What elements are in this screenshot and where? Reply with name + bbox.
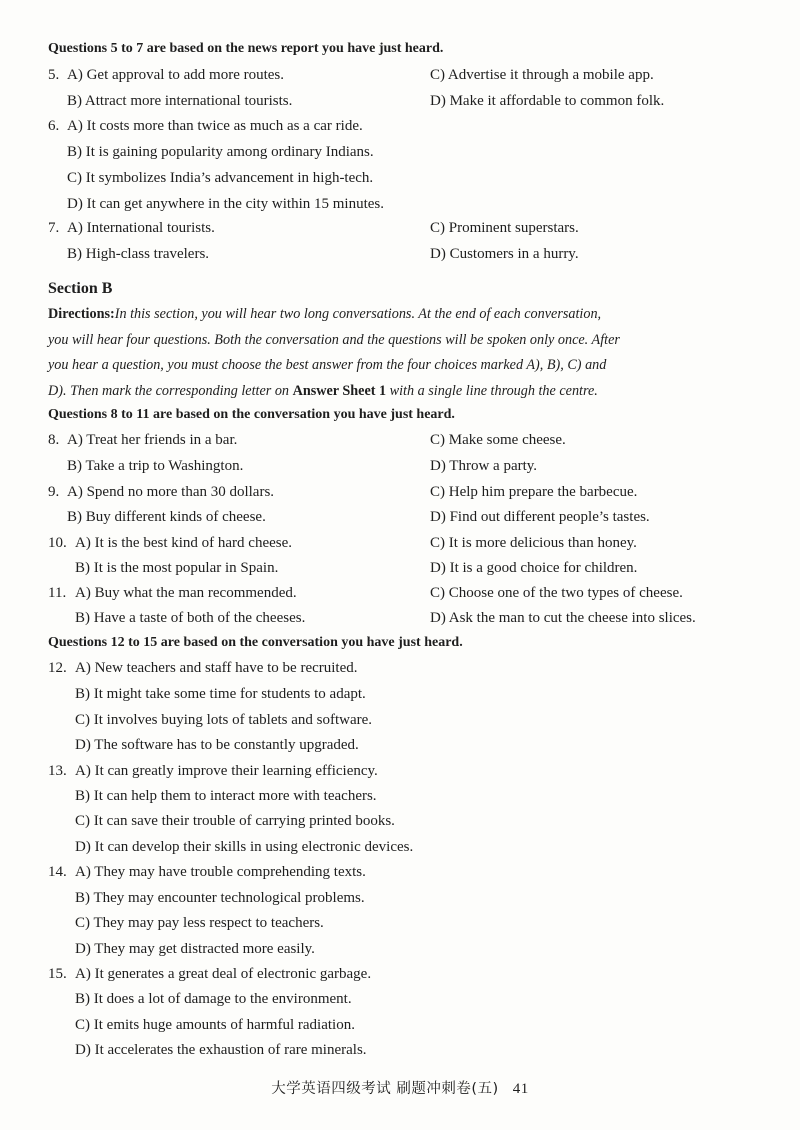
option-b: B) Buy different kinds of cheese. (67, 509, 266, 525)
question-9 (0, 479, 800, 505)
section-title: Section B (48, 280, 113, 297)
option-c: C) It can save their trouble of carrying printed books. (75, 813, 395, 829)
directions-line (48, 378, 760, 404)
option-b: B) Have a taste of both of the cheeses. (75, 610, 306, 626)
option-c: C) Help him prepare the barbecue. (430, 484, 638, 500)
question-number: 10. (48, 535, 67, 551)
option-d: D) The software has to be constantly upgraded. (75, 737, 359, 753)
question-11 (0, 580, 800, 606)
question-8 (0, 427, 800, 453)
question-10 (0, 530, 800, 556)
question-15-row (0, 986, 800, 1012)
option-c: C) Prominent superstars. (430, 220, 579, 236)
question-number: 8. (48, 432, 60, 448)
directions-line: you hear a question, you must choose the best answer from the four choices marked A), B), C) and (48, 357, 607, 373)
option-d: D) Make it affordable to common folk. (430, 93, 665, 109)
question-number: 12. (48, 660, 67, 676)
question-7 (0, 215, 800, 241)
option-a: A) They may have trouble comprehending texts. (75, 864, 366, 880)
question-number: 6. (48, 118, 60, 134)
question-10-row2 (0, 555, 800, 581)
question-number: 5. (48, 67, 60, 83)
option-a: A) New teachers and staff have to be recruited. (75, 660, 358, 676)
option-d: D) Throw a party. (430, 458, 538, 474)
option-a: A) It can greatly improve their learning efficiency. (75, 763, 378, 779)
question-5-row2 (0, 88, 800, 114)
option-c: C) Advertise it through a mobile app. (430, 67, 654, 83)
question-13-row (0, 808, 800, 834)
option-a: A) Treat her friends in a bar. (67, 432, 238, 448)
question-5 (0, 62, 800, 88)
question-8-row2 (0, 453, 800, 479)
option-b: B) It is the most popular in Spain. (75, 560, 279, 576)
option-c: C) It emits huge amounts of harmful radiation. (75, 1017, 355, 1033)
option-d: D) It can get anywhere in the city within 15 minutes. (67, 196, 384, 212)
directions-text: with a single line through the centre. (386, 383, 598, 399)
question-12-row (0, 681, 800, 707)
option-b: B) Take a trip to Washington. (67, 458, 244, 474)
option-b: B) Attract more international tourists. (67, 93, 293, 109)
option-d: D) Customers in a hurry. (430, 246, 579, 262)
question-15 (0, 961, 800, 987)
question-13 (0, 758, 800, 784)
option-a: A) Buy what the man recommended. (75, 585, 297, 601)
option-c: C) They may pay less respect to teachers. (75, 915, 324, 931)
option-a: A) It generates a great deal of electronic garbage. (75, 966, 372, 982)
question-number: 14. (48, 864, 67, 880)
question-7-row2 (0, 241, 800, 267)
page-number: 41 (512, 1081, 529, 1097)
question-12-row (0, 732, 800, 758)
question-6-row (0, 139, 800, 165)
question-6-row (0, 165, 800, 191)
question-14-row (0, 910, 800, 936)
option-d: D) Find out different people’s tastes. (430, 509, 650, 525)
question-number: 9. (48, 484, 60, 500)
directions-text: D). Then mark the corresponding letter on (48, 383, 293, 399)
question-6 (0, 113, 800, 139)
question-15-row (0, 1012, 800, 1038)
directions-line (48, 301, 760, 327)
directions-label: Directions: (48, 306, 115, 322)
question-group-heading: Questions 12 to 15 are based on the conversation you have just heard. (48, 635, 463, 650)
question-12 (0, 655, 800, 681)
option-b: B) It can help them to interact more with teachers. (75, 788, 377, 804)
directions-line: you will hear four questions. Both the conversation and the questions will be spoken only once. After (48, 332, 620, 348)
option-c: C) It symbolizes India’s advancement in high-tech. (67, 170, 374, 186)
option-c: C) Make some cheese. (430, 432, 566, 448)
option-c: C) It involves buying lots of tablets and software. (75, 712, 373, 728)
question-number: 7. (48, 220, 60, 236)
question-group-heading: Questions 8 to 11 are based on the conversation you have just heard. (48, 407, 455, 422)
answer-sheet-label: Answer Sheet 1 (292, 383, 387, 399)
option-b: B) It does a lot of damage to the environment. (75, 991, 352, 1007)
option-a: A) Get approval to add more routes. (67, 67, 285, 83)
question-11-row2 (0, 605, 800, 631)
question-9-row2 (0, 504, 800, 530)
question-number: 11. (48, 585, 67, 601)
question-14-row (0, 885, 800, 911)
option-b: B) It might take some time for students to adapt. (75, 686, 366, 702)
option-d: D) Ask the man to cut the cheese into slices. (430, 610, 696, 626)
question-number: 15. (48, 966, 67, 982)
question-13-row (0, 783, 800, 809)
question-14 (0, 859, 800, 885)
question-14-row (0, 936, 800, 962)
question-6-row (0, 191, 800, 217)
option-d: D) It accelerates the exhaustion of rare minerals. (75, 1042, 367, 1058)
question-15-row (0, 1037, 800, 1063)
question-group-heading: Questions 5 to 7 are based on the news report you have just heard. (48, 41, 444, 56)
directions-text: In this section, you will hear two long conversations. At the end of each conversation, (114, 306, 602, 322)
page-footer (0, 1077, 800, 1098)
option-a: A) It costs more than twice as much as a car ride. (67, 118, 363, 134)
option-c: C) It is more delicious than honey. (430, 535, 637, 551)
question-13-row (0, 834, 800, 860)
option-d: D) It can develop their skills in using electronic devices. (75, 839, 414, 855)
question-number: 13. (48, 763, 67, 779)
option-d: D) It is a good choice for children. (430, 560, 638, 576)
option-b: B) They may encounter technological problems. (75, 890, 365, 906)
option-b: B) High-class travelers. (67, 246, 210, 262)
option-c: C) Choose one of the two types of cheese. (430, 585, 683, 601)
option-a: A) It is the best kind of hard cheese. (75, 535, 293, 551)
option-a: A) International tourists. (67, 220, 215, 236)
option-a: A) Spend no more than 30 dollars. (67, 484, 275, 500)
option-b: B) It is gaining popularity among ordinary Indians. (67, 144, 374, 160)
option-d: D) They may get distracted more easily. (75, 941, 315, 957)
question-12-row (0, 707, 800, 733)
footer-title: 大学英语四级考试 刷题冲刺卷(五) (271, 1081, 499, 1097)
